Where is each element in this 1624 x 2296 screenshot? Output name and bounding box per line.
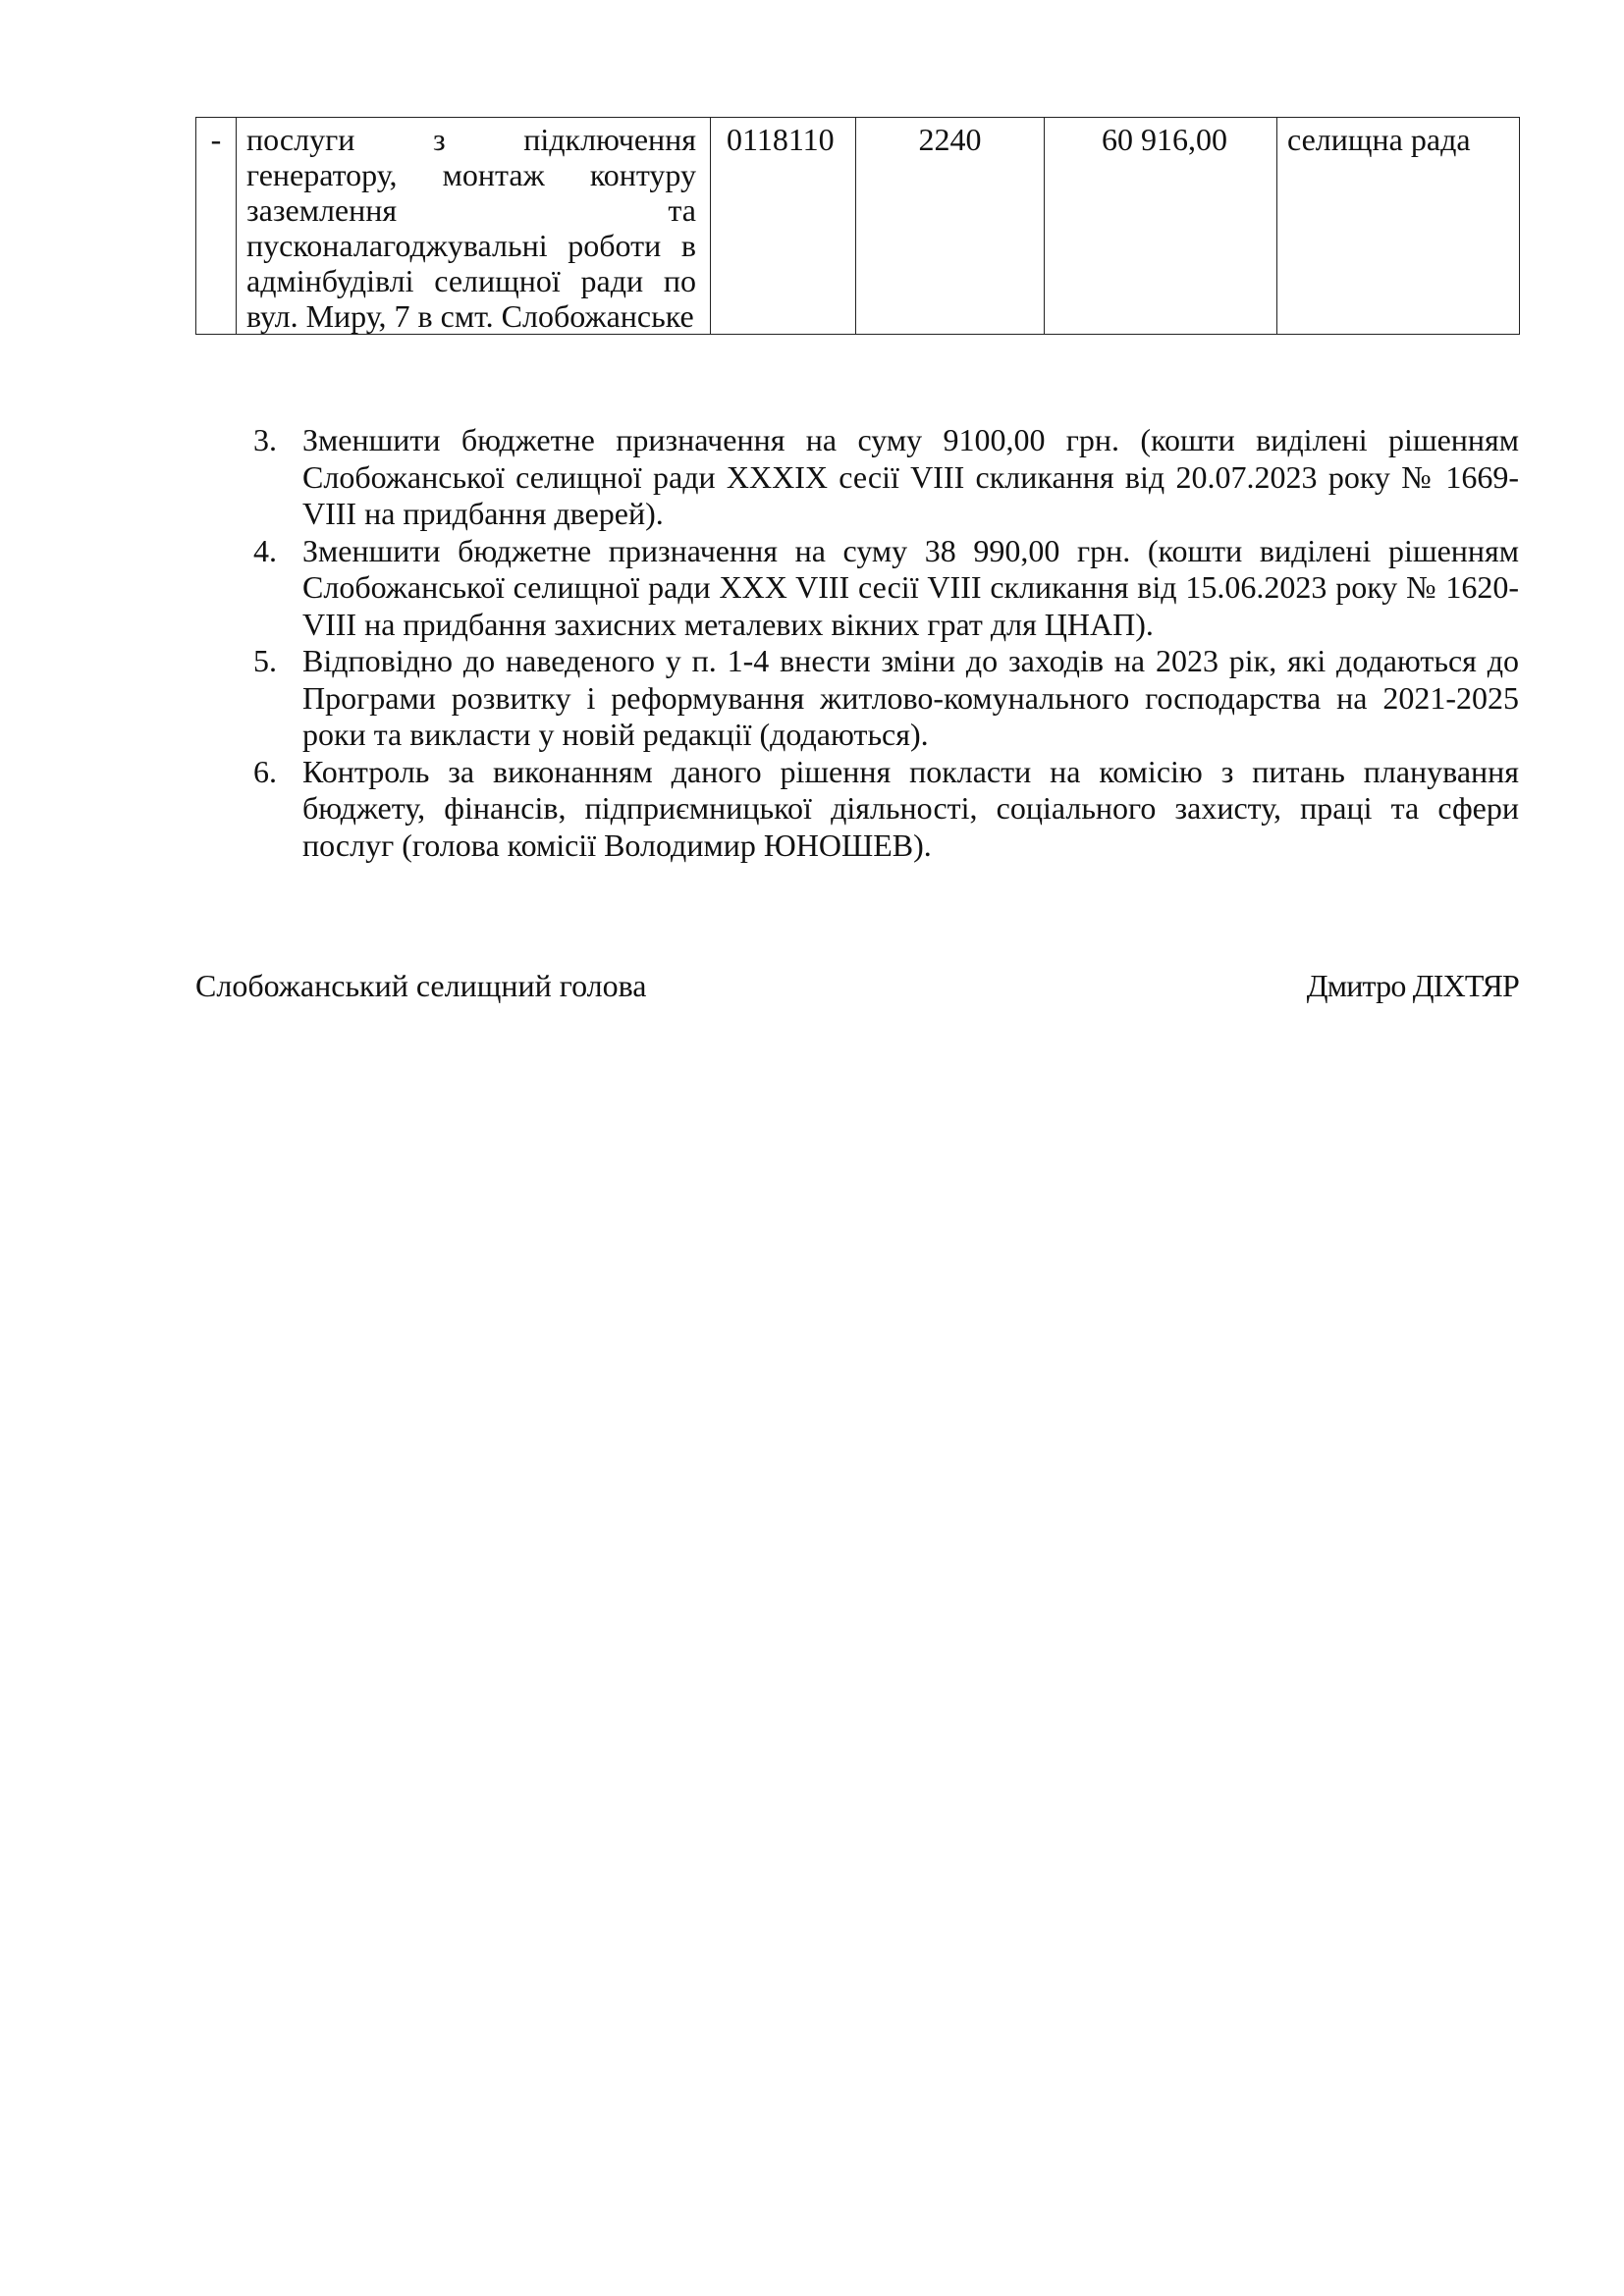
item-text: Зменшити бюджетне призначення на суму 9100,00 грн. (кошти виділені рішенням Слобожанської селищної ради XXXIX сесії VIII скликання від 20.07.2023 року № 1669-VIII на придбання дверей). [302, 422, 1519, 531]
signatory-position: Слобожанський селищний голова [195, 968, 647, 1003]
row-executor: селищна рада [1277, 118, 1520, 335]
row-kekv-code: 2240 [856, 118, 1045, 335]
item-text: Зменшити бюджетне призначення на суму 38 990,00 грн. (кошти виділені рішенням Слобожанської селищної ради XXX VIII сесії VIII скликання від 15.06.2023 року № 1620-VIII на придбання захисних металевих вікних грат для ЦНАП). [302, 532, 1519, 642]
row-program-code: 0118110 [711, 118, 856, 335]
row-amount: 60 916,00 [1045, 118, 1277, 335]
row-description: послуги з підключення генератору, монтаж контуру заземлення та пусконалагоджувальні роботи в адмінбудівлі селищної ради по вул. Миру, 7 в смт. Слобожанське [237, 118, 711, 335]
list-item [236, 643, 1519, 754]
budget-table [195, 117, 1520, 335]
row-marker: - [196, 118, 237, 335]
decision-items-list [236, 422, 1519, 864]
signatory-name: Дмитро ДІХТЯР [1306, 968, 1519, 1003]
item-number: 4. [253, 532, 277, 568]
table-row [196, 118, 1520, 335]
list-item [236, 754, 1519, 865]
item-text: Відповідно до наведеного у п. 1-4 внести зміни до заходів на 2023 рік, які додаються до Програми розвитку і реформування житлово-комунального господарства на 2021-2025 роки та викласти у новій редакції (додаються). [302, 643, 1519, 752]
item-number: 5. [253, 643, 277, 678]
item-number: 6. [253, 753, 277, 789]
item-text: Контроль за виконанням даного рішення покласти на комісію з питань планування бюджету, фінансів, підприємницької діяльності, соціального захисту, праці та сфери послуг (голова комісії Володимир ЮНОШЕВ). [302, 753, 1519, 863]
list-item [236, 533, 1519, 644]
list-item [236, 422, 1519, 533]
item-number: 3. [253, 422, 277, 457]
